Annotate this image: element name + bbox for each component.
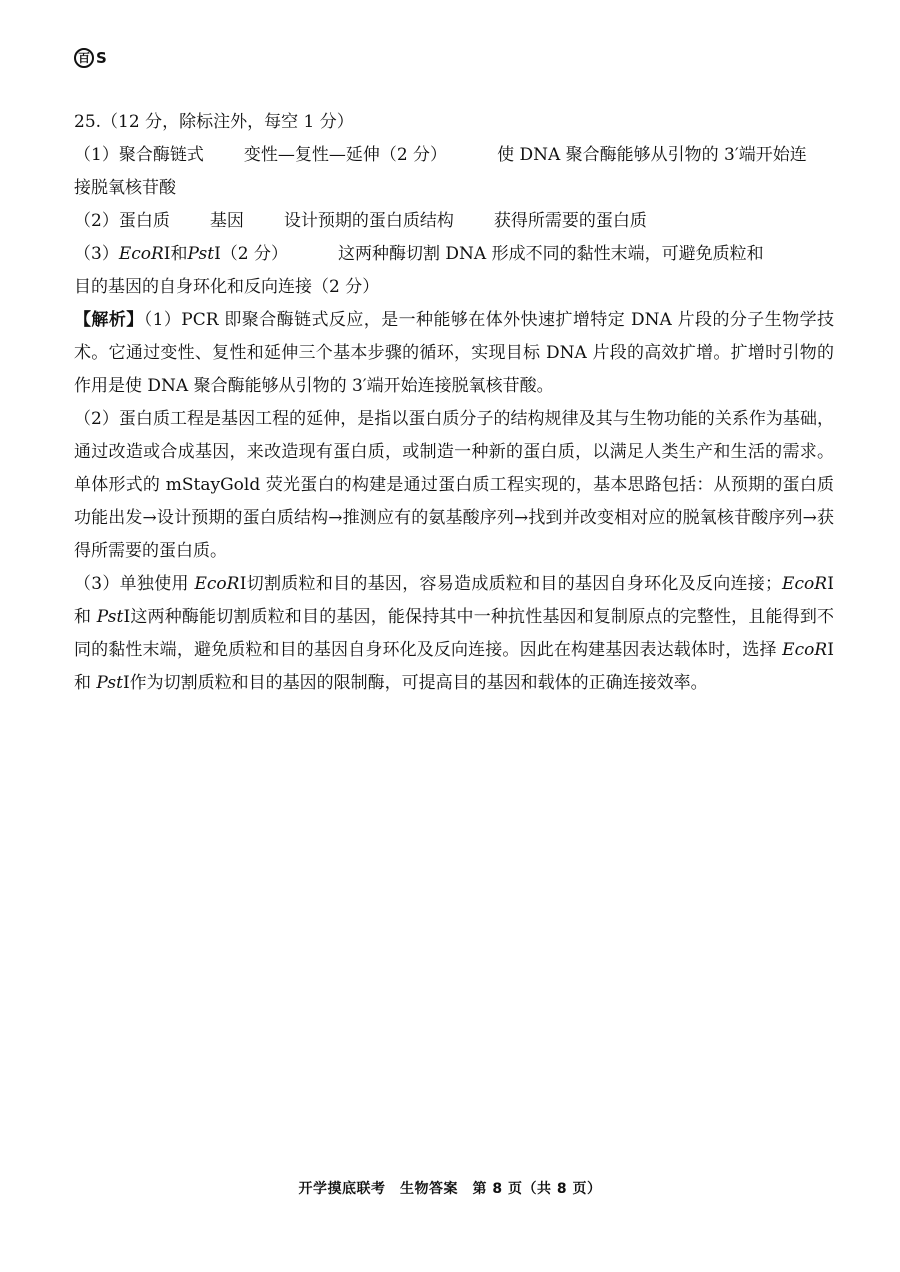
roman-numeral: Ⅰ — [239, 574, 247, 594]
analysis-text: 和 — [74, 673, 97, 693]
answer-2-number: （2） — [74, 211, 119, 231]
answer-3-line-2: 目的基因的自身环化和反向连接（2 分） — [74, 277, 380, 297]
page-footer: 开学摸底联考 生物答案 第 8 页（共 8 页） — [298, 1181, 602, 1197]
analysis-text: 和 — [74, 607, 97, 627]
analysis-paragraph-3 — [74, 568, 834, 700]
answer-1-blank-1: 聚合酶链式 — [118, 145, 204, 165]
analysis-text: （3）单独使用 — [74, 574, 195, 594]
logo-mark: 百 — [74, 48, 94, 68]
answer-1-line-1 — [74, 139, 834, 172]
answer-3-score: （2 分） — [220, 244, 289, 264]
analysis-paragraph-2: （2）蛋白质工程是基因工程的延伸，是指以蛋白质分子的结构规律及其与生物功能的关系作为基础，通过改造或合成基因，来改造现有蛋白质，或制造一种新的蛋白质，以满足人类生产和生活的需求。单体形式的 mStayGold 荧光蛋白的构建是通过蛋白质工程实现的，基本思路包括：从预期的蛋白质功能出发→设计预期的蛋白质结构→推测应有的氨基酸序列→找到并改变相对应的脱氧核苷酸序列→获得所需要的蛋白质。 — [74, 409, 834, 561]
answer-3-blank-2: 这两种酶切割 DNA 形成不同的黏性末端，可避免质粒和 — [338, 244, 764, 264]
conjunction: 和 — [170, 244, 188, 264]
analysis-paragraph-1 — [74, 304, 834, 403]
enzyme-pst: Pst — [96, 673, 123, 693]
answer-3-number: （3） — [74, 244, 119, 264]
enzyme-ecor: EcoR — [118, 244, 164, 264]
answer-2-blank-1: 蛋白质 — [118, 211, 170, 231]
answer-1-blank-2: 变性—复性—延伸（2 分） — [243, 145, 448, 165]
roman-numeral: Ⅰ — [163, 244, 171, 264]
logo — [74, 48, 107, 68]
answer-2-blank-2: 基因 — [209, 211, 244, 231]
analysis-text-1: （1）PCR 即聚合酶链式反应，是一种能够在体外快速扩增特定 DNA 片段的分子生物学技术。它通过变性、复性和延伸三个基本步骤的循环，实现目标 DNA 片段的高效扩增。扩增时引物的作用是使 DNA 聚合酶能够从引物的 3′端开始连接脱氧核苷酸。 — [74, 310, 834, 396]
enzyme-pst: Pst — [187, 244, 215, 264]
enzyme-pst: Pst — [96, 607, 124, 627]
answer-3-line-1 — [74, 238, 834, 271]
analysis-text: 作为切割质粒和目的基因的限制酶，可提高目的基因和载体的正确连接效率。 — [129, 673, 708, 693]
answer-2-line — [74, 205, 834, 238]
answer-1-line-2: 接脱氧核苷酸 — [74, 178, 176, 198]
answer-2-blank-4: 获得所需要的蛋白质 — [493, 211, 647, 231]
roman-numeral: Ⅰ — [122, 673, 130, 693]
analysis-text: 切割质粒和目的基因，容易造成质粒和目的基因自身环化及反向连接； — [246, 574, 783, 594]
analysis-text: 这两种酶能切割质粒和目的基因，能保持其中一种抗性基因和复制原点的完整性，且能得到不同的黏性末端，避免质粒和目的基因自身环化及反向连接。因此在构建基因表达载体时，选择 — [74, 607, 835, 660]
analysis-label: 【解析】 — [74, 310, 144, 330]
roman-numeral: Ⅰ — [827, 574, 835, 594]
enzyme-ecor: EcoR — [194, 574, 240, 594]
enzyme-ecor: EcoR — [782, 640, 828, 660]
roman-numeral: Ⅰ — [827, 640, 834, 660]
answer-1-blank-3: 使 DNA 聚合酶能够从引物的 3′端开始连 — [497, 145, 807, 165]
enzyme-ecor: EcoR — [782, 574, 828, 594]
answer-2-blank-3: 设计预期的蛋白质结构 — [283, 211, 454, 231]
roman-numeral: Ⅰ — [123, 607, 131, 627]
answer-1-number: （1） — [74, 145, 119, 165]
roman-numeral: Ⅰ — [214, 244, 221, 264]
question-header: 25.（12 分，除标注外，每空 1 分） — [74, 112, 354, 132]
answer-content — [74, 106, 834, 700]
logo-letter: S — [96, 49, 107, 67]
